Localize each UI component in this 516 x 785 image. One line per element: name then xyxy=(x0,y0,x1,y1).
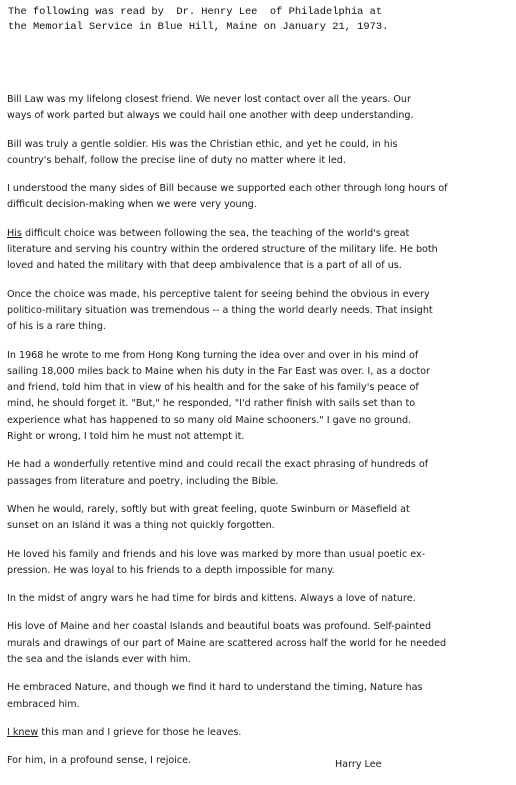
text-line: murals and drawings of our part of Maine are scattered across half the world for he needed xyxy=(7,637,447,649)
paragraph xyxy=(7,619,513,668)
text-line: passages from literature and poetry, including the Bible. xyxy=(7,475,279,487)
text-line: sailing 18,000 miles back to Maine when his duty in the Far East was over. I, as a doctor xyxy=(7,365,430,377)
line-rest: difficult choice was between following the sea, the teaching of the world's great xyxy=(24,227,410,239)
paragraph xyxy=(7,680,513,713)
paragraph xyxy=(7,502,513,535)
text-line: ways of work parted but always we could hail one another with deep understanding. xyxy=(7,110,414,122)
header-note xyxy=(8,5,508,35)
paragraph xyxy=(7,287,513,336)
paragraph xyxy=(7,137,513,170)
paragraph xyxy=(7,753,513,769)
text-line: loved and hated the military with that deep ambivalence that is a part of all of us. xyxy=(7,260,402,272)
paragraph xyxy=(7,181,513,214)
text-line: the sea and the islands ever with him. xyxy=(7,654,191,666)
text-line: When he would, rarely, softly but with great feeling, quote Swinburn or Masefield at xyxy=(7,503,410,515)
text-line: country's behalf, follow the precise line of duty no matter where it led. xyxy=(7,154,346,166)
text-line xyxy=(7,725,513,741)
text-line: politico-military situation was tremendous -- a thing the world dearly needs. That insight xyxy=(7,304,433,316)
text-line: Right or wrong, I told him he must not attempt it. xyxy=(7,431,245,443)
paragraph xyxy=(7,725,513,741)
eulogy-body xyxy=(7,92,513,782)
text-line: Bill was truly a gentle soldier. His was the Christian ethic, and yet he could, in his xyxy=(7,138,398,150)
text-line: Once the choice was made, his perceptive talent for seeing behind the obvious in every xyxy=(7,288,430,300)
text-line: He loved his family and friends and his love was marked by more than usual poetic ex- xyxy=(7,548,426,560)
text-line: He embraced Nature, and though we find it hard to understand the timing, Nature has xyxy=(7,682,423,694)
text-line: experience what has happened to so many old Maine schooners." I gave no ground. xyxy=(7,414,412,426)
text-line: of his is a rare thing. xyxy=(7,321,106,333)
paragraph xyxy=(7,457,513,490)
text-line: In the midst of angry wars he had time for birds and kittens. Always a love of nature. xyxy=(7,593,416,605)
text-line: For him, in a profound sense, I rejoice. xyxy=(7,755,192,767)
text-line: He had a wonderfully retentive mind and could recall the exact phrasing of hundreds of xyxy=(7,459,429,471)
underlined-word: I knew xyxy=(7,726,39,738)
text-line: difficult decision-making when we were very young. xyxy=(7,199,257,211)
text-line xyxy=(7,226,513,242)
text-line: sunset on an Island it was a thing not quickly forgotten. xyxy=(7,520,275,532)
text-line: embraced him. xyxy=(7,698,80,710)
text-line: I understood the many sides of Bill because we supported each other through long hours of xyxy=(7,183,448,195)
text-line: Bill Law was my lifelong closest friend. We never lost contact over all the years. Our xyxy=(7,94,411,105)
paragraph xyxy=(7,348,513,446)
line-rest: this man and I grieve for those he leaves. xyxy=(41,726,242,738)
paragraph xyxy=(7,547,513,580)
header-line: the Memorial Service in Blue Hill, Maine on January 21, 1973. xyxy=(8,21,389,33)
text-line: mind, he should forget it. "But," he responded, "I'd rather finish with sails set than to xyxy=(7,398,416,410)
signature: Harry Lee xyxy=(335,759,382,770)
underlined-word: His xyxy=(7,227,22,239)
paragraph xyxy=(7,92,513,125)
paragraph xyxy=(7,226,513,275)
text-line: literature and serving his country within the ordered structure of the military life. He both xyxy=(7,244,438,256)
header-line: The following was read by Dr. Henry Lee of Philadelphia at xyxy=(8,6,383,18)
text-line: pression. He was loyal to his friends to a depth impossible for many. xyxy=(7,564,335,576)
paragraph xyxy=(7,591,513,607)
text-line: and friend, told him that in view of his health and for the sake of his family's peace of xyxy=(7,382,419,394)
text-line: In 1968 he wrote to me from Hong Kong turning the idea over and over in his mind of xyxy=(7,349,419,361)
text-line: His love of Maine and her coastal Islands and beautiful boats was profound. Self-painted xyxy=(7,621,432,633)
